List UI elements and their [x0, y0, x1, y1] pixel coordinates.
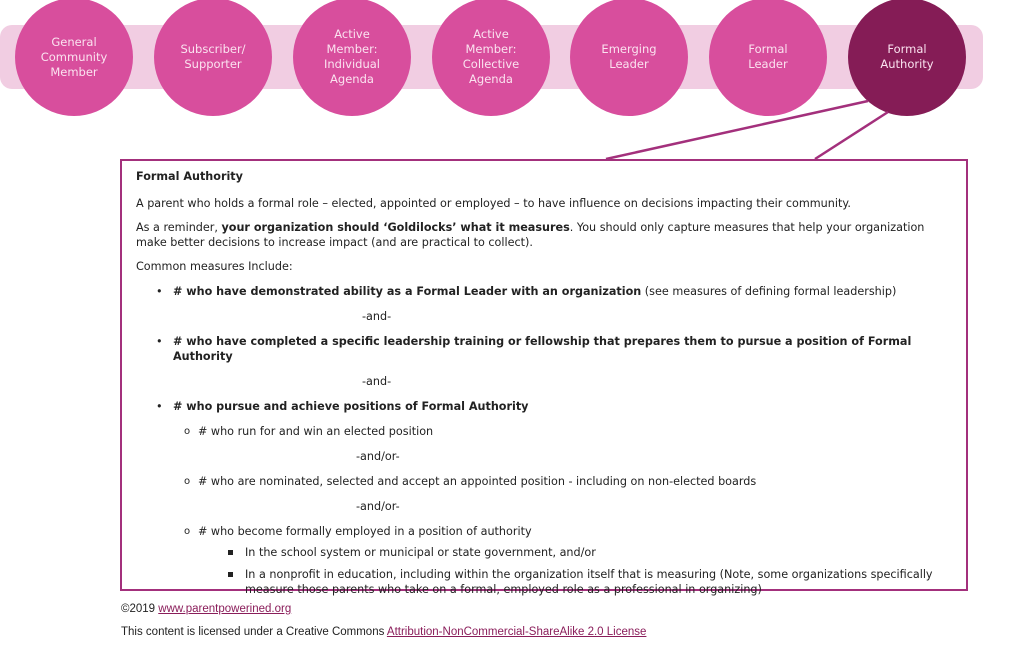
measure-item [136, 399, 951, 414]
reminder [136, 220, 951, 250]
sub-measure: o # who become formally employed in a position of authority [136, 524, 951, 539]
sub-sub-measure: In the school system or municipal or state government, and/or [136, 545, 951, 560]
measure-item [136, 334, 951, 364]
copyright-text: ©2019 [121, 603, 159, 615]
stage-label: Formal Authority [880, 42, 934, 71]
stage-label: General Community Member [40, 34, 108, 79]
measure-bold: # who have demonstrated ability as a Formal Leader with an organization [173, 285, 642, 298]
definition: A parent who holds a formal role – elected, appointed or employed – to have influence on decisions impacting their community. [136, 197, 851, 210]
reminder-text: . You should only capture measures that help your organization make better decisions to increase impact (and are practical to collect). [136, 221, 925, 249]
measure-note: (see measures of defining formal leadership) [641, 285, 897, 298]
andor-separator: -and/or- [356, 450, 400, 463]
site-link[interactable]: www.parentpowerined.org [158, 603, 292, 615]
and-separator: -and- [362, 310, 392, 323]
and-separator: -and- [362, 375, 392, 388]
copyright-line [121, 603, 291, 615]
stage-label: Active Member: Collective Agenda [462, 27, 520, 86]
measure-bold: # who have completed a specific leadership training or fellowship that prepares them to pursue a position of Formal Authority [173, 335, 912, 363]
reminder-text: As a reminder, [136, 221, 222, 234]
detail-title: Formal Authority [136, 170, 243, 183]
license-line [121, 626, 646, 638]
license-text: This content is licensed under a Creative Commons [121, 626, 387, 638]
measure-bold: # who pursue and achieve positions of Formal Authority [173, 400, 529, 413]
stage-label: Emerging Leader [601, 42, 657, 71]
measure-item [136, 284, 951, 299]
stage-label: Subscriber/ Supporter [180, 42, 246, 71]
andor-separator: -and/or- [356, 500, 400, 513]
sub-measure: o # who are nominated, selected and accept an appointed position - including on non-elected boards [136, 474, 951, 489]
license-link[interactable]: Attribution-NonCommercial-ShareAlike 2.0 License [386, 626, 647, 638]
reminder-bold: your organization should ‘Goldilocks’ what it measures [221, 221, 570, 234]
stage-label: Active Member: Individual Agenda [323, 27, 380, 86]
common-measures-heading: Common measures Include: [136, 260, 293, 273]
sub-measure: o # who run for and win an elected position [136, 424, 951, 439]
stage-label: Formal Leader [748, 42, 788, 71]
sub-sub-measure: In a nonprofit in education, including within the organization itself that is measuring (Note, some organizations specifically measure those parents who take on a formal, employed role as a professional in organizing) [136, 567, 951, 597]
detail-panel [120, 159, 968, 596]
